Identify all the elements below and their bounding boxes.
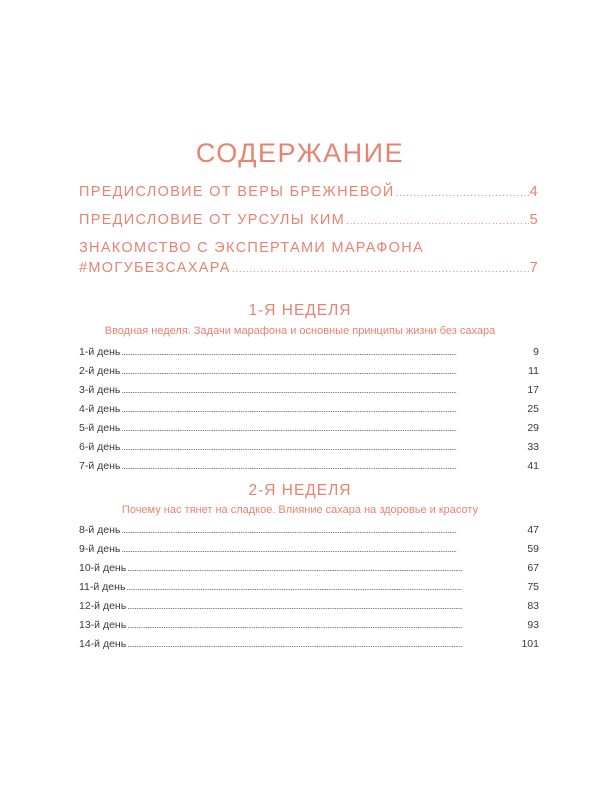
- toc-entry-page: 5: [529, 212, 539, 228]
- dot-leader: [127, 563, 526, 573]
- day-page: 47: [527, 524, 539, 536]
- toc-day-row[interactable]: [79, 365, 539, 377]
- toc-day-row[interactable]: [79, 600, 539, 612]
- page-title: СОДЕРЖАНИЕ: [195, 138, 405, 168]
- day-label: 8-й день: [79, 524, 121, 536]
- day-page: 17: [527, 384, 539, 396]
- dot-leader: [127, 601, 526, 611]
- toc-day-row[interactable]: [79, 581, 539, 593]
- toc-day-row[interactable]: [79, 441, 539, 453]
- dot-leader: [346, 212, 529, 228]
- toc-day-row[interactable]: [79, 524, 539, 536]
- day-label: 1-й день: [79, 346, 121, 358]
- dot-leader: [121, 404, 526, 414]
- day-label: 4-й день: [79, 403, 121, 415]
- day-label: 10-й день: [79, 562, 127, 574]
- toc-entry-page: 4: [529, 184, 539, 200]
- dot-leader: [126, 582, 526, 592]
- day-page: 59: [527, 543, 539, 555]
- day-page: 25: [527, 403, 539, 415]
- dot-leader: [127, 620, 526, 630]
- toc-entry-label-line1: ЗНАКОМСТВО С ЭКСПЕРТАМИ МАРАФОНА: [79, 240, 424, 256]
- dot-leader: [121, 347, 532, 357]
- toc-day-row[interactable]: [79, 543, 539, 555]
- week-2-title: 2-Я НЕДЕЛЯ: [248, 482, 352, 499]
- dot-leader: [396, 184, 529, 200]
- day-label: 6-й день: [79, 441, 121, 453]
- toc-day-row[interactable]: [79, 384, 539, 396]
- toc-entry-label: ПРЕДИСЛОВИЕ ОТ УРСУЛЫ КИМ: [79, 212, 346, 228]
- day-page: 83: [527, 600, 539, 612]
- toc-day-row[interactable]: [79, 562, 539, 574]
- day-page: 33: [527, 441, 539, 453]
- toc-day-row[interactable]: [79, 460, 539, 472]
- day-label: 12-й день: [79, 600, 127, 612]
- toc-day-row[interactable]: [79, 403, 539, 415]
- toc-day-row[interactable]: [79, 346, 539, 358]
- toc-entry-foreword-brezhneva[interactable]: [79, 184, 539, 200]
- week-1-title: 1-Я НЕДЕЛЯ: [248, 302, 352, 319]
- toc-entry-foreword-kim[interactable]: [79, 212, 539, 228]
- dot-leader: [232, 260, 529, 276]
- day-page: 29: [527, 422, 539, 434]
- day-page: 93: [527, 619, 539, 631]
- day-page: 41: [527, 460, 539, 472]
- week-2-subtitle: Почему нас тянет на сладкое. Влияние сахара на здоровье и красоту: [121, 504, 479, 516]
- dot-leader: [121, 525, 526, 535]
- toc-entry-label-line2: #МОГУБЕЗСАХАРА: [79, 260, 231, 276]
- day-label: 14-й день: [79, 638, 127, 650]
- toc-entry-page: 7: [529, 260, 539, 276]
- toc-day-row[interactable]: [79, 619, 539, 631]
- day-label: 2-й день: [79, 365, 121, 377]
- toc-entry-label: ПРЕДИСЛОВИЕ ОТ ВЕРЫ БРЕЖНЕВОЙ: [79, 184, 395, 200]
- dot-leader: [121, 366, 527, 376]
- dot-leader: [121, 461, 526, 471]
- toc-day-row[interactable]: [79, 638, 539, 650]
- week-1-subtitle: Вводная неделя. Задачи марафона и основные принципы жизни без сахара: [104, 325, 496, 337]
- day-label: 13-й день: [79, 619, 127, 631]
- dot-leader: [121, 544, 526, 554]
- day-label: 7-й день: [79, 460, 121, 472]
- dot-leader: [121, 442, 526, 452]
- dot-leader: [121, 423, 526, 433]
- day-label: 5-й день: [79, 422, 121, 434]
- day-label: 3-й день: [79, 384, 121, 396]
- day-label: 11-й день: [79, 581, 126, 593]
- day-page: 9: [533, 346, 539, 358]
- day-label: 9-й день: [79, 543, 121, 555]
- day-page: 11: [528, 365, 539, 377]
- toc-entry-experts[interactable]: [79, 240, 539, 276]
- day-page: 67: [527, 562, 539, 574]
- day-page: 75: [527, 581, 539, 593]
- dot-leader: [121, 385, 526, 395]
- day-page: 101: [521, 638, 539, 650]
- dot-leader: [127, 639, 520, 649]
- toc-day-row[interactable]: [79, 422, 539, 434]
